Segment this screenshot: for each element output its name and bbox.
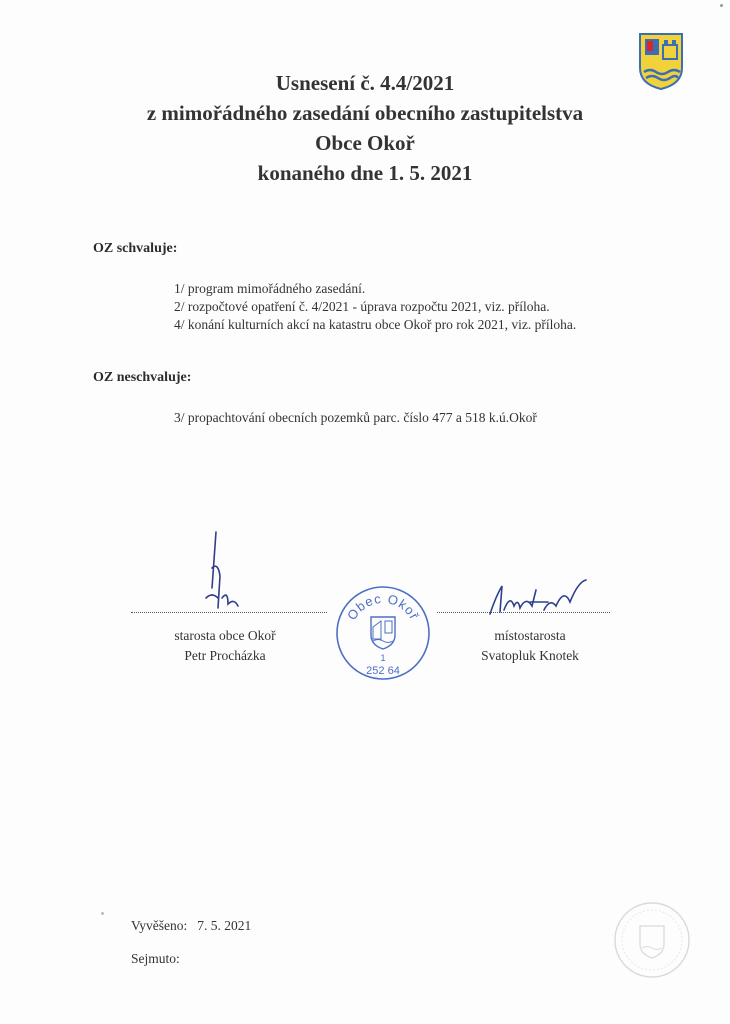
embossed-seal bbox=[612, 900, 692, 980]
signature-line-right bbox=[437, 612, 610, 613]
posted-row bbox=[131, 918, 251, 934]
posted-date: 7. 5. 2021 bbox=[197, 918, 252, 933]
reject-heading: OZ neschvaluje: bbox=[93, 370, 192, 385]
removed-row bbox=[131, 951, 190, 967]
title-line: Usnesení č. 4.4/2021 bbox=[275, 71, 455, 95]
title-line: konaného dne 1. 5. 2021 bbox=[257, 161, 473, 185]
title-line: Obce Okoř bbox=[315, 131, 415, 155]
stamp-top-text: Obec Okoř bbox=[343, 590, 423, 623]
signature-line-left bbox=[131, 612, 327, 613]
paper-speck bbox=[720, 4, 723, 7]
reject-list bbox=[174, 409, 537, 427]
stamp-postcode: 252 64 bbox=[366, 665, 400, 677]
signature-left bbox=[198, 528, 250, 618]
signature-caption-left bbox=[140, 626, 310, 666]
signatory-name: Petr Procházka bbox=[184, 648, 266, 663]
signatory-role: místostarosta bbox=[494, 628, 566, 643]
signature-right bbox=[486, 576, 592, 620]
approve-heading: OZ schvaluje: bbox=[93, 241, 178, 256]
title-line: z mimořádného zasedání obecního zastupitelstva bbox=[146, 101, 584, 125]
official-stamp bbox=[333, 583, 433, 683]
list-item: 1/ program mimořádného zasedání. bbox=[174, 281, 366, 296]
stamp-number: 1 bbox=[380, 653, 386, 663]
posted-label: Vyvěšeno: bbox=[131, 918, 188, 933]
signatory-name: Svatopluk Knotek bbox=[481, 648, 579, 663]
signatory-role: starosta obce Okoř bbox=[174, 628, 276, 643]
removed-label: Sejmuto: bbox=[131, 951, 180, 966]
list-item: 3/ propachtování obecních pozemků parc. číslo 477 a 518 k.ú.Okoř bbox=[174, 410, 537, 425]
list-item: 2/ rozpočtové opatření č. 4/2021 - úprava rozpočtu 2021, viz. příloha. bbox=[174, 299, 550, 314]
approve-list bbox=[174, 280, 576, 334]
signature-caption-right bbox=[445, 626, 615, 666]
document-title bbox=[0, 68, 730, 188]
list-item: 4/ konání kulturních akcí na katastru obce Okoř pro rok 2021, viz. příloha. bbox=[174, 317, 577, 332]
paper-speck bbox=[101, 912, 104, 915]
